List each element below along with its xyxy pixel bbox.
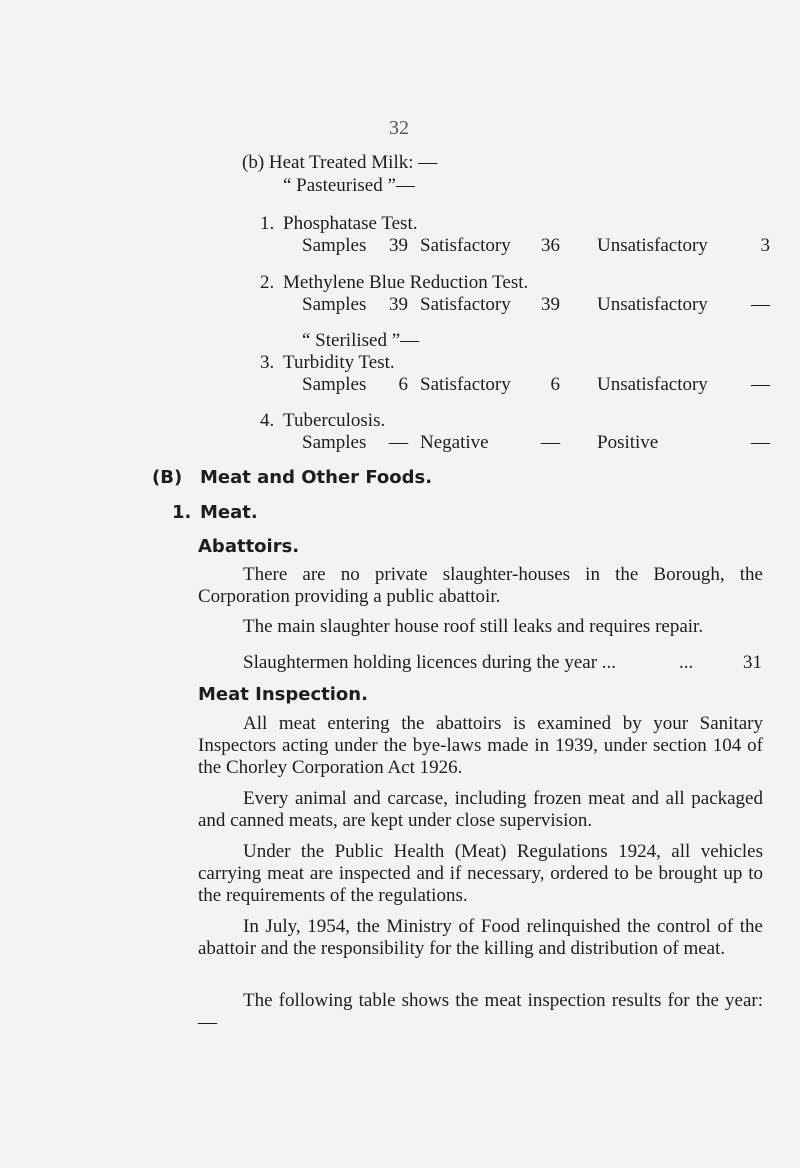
paragraph-text: The main slaughter house roof still leaks and requires repair. <box>243 616 704 637</box>
test-number: 2. <box>260 272 275 293</box>
subsection-number: 1. <box>172 502 192 523</box>
inspection-paragraph <box>198 713 763 779</box>
paragraph-text: All meat entering the abattoirs is examined by your Sanitary Inspectors acting under the bye-laws made in 1939, under section 104 of the Chorley Corporation Act 1926. <box>198 713 763 778</box>
result-value: — <box>751 432 770 453</box>
inspection-paragraph <box>198 841 763 907</box>
result-value: — <box>541 432 560 453</box>
test-name: Turbidity Test. <box>283 352 395 373</box>
section-label: (B) <box>152 467 183 488</box>
paragraph-text: Every animal and carcase, including frozen meat and all packaged and canned meats, are kept under close supervision. <box>198 788 763 831</box>
samples-label: Samples <box>302 432 367 453</box>
abattoirs-heading: Abattoirs. <box>198 536 300 557</box>
result-label: Positive <box>597 432 659 453</box>
samples-label: Samples <box>302 235 367 256</box>
test-number: 1. <box>260 213 275 234</box>
samples-value: 6 <box>398 374 408 395</box>
subsection-title: Meat. <box>200 502 258 523</box>
pasteurised-label: “ Pasteurised ”— <box>283 175 415 196</box>
test-number: 4. <box>260 410 275 431</box>
paragraph-text: The following table shows the meat inspection results for the year: — <box>198 990 763 1033</box>
result-value: 3 <box>760 235 770 256</box>
result-label: Unsatisfactory <box>597 235 708 256</box>
result-label: Negative <box>420 432 489 453</box>
result-value: 6 <box>550 374 560 395</box>
section-title: Meat and Other Foods. <box>200 467 433 488</box>
test-name: Phosphatase Test. <box>283 213 418 234</box>
inspection-paragraph <box>198 788 763 832</box>
paragraph-text: Under the Public Health (Meat) Regulations 1924, all vehicles carrying meat are inspected and if necessary, ordered to be brought up to the requirements of the regulations. <box>198 841 763 906</box>
samples-value: 39 <box>389 294 408 315</box>
inspection-paragraph <box>198 916 763 960</box>
test-name: Tuberculosis. <box>283 410 386 431</box>
abattoirs-paragraph <box>198 564 763 608</box>
paragraph-text: In July, 1954, the Ministry of Food relinquished the control of the abattoir and the responsibility for the killing and distribution of meat. <box>198 916 763 959</box>
sterilised-label: “ Sterilised ”— <box>302 330 420 351</box>
milk-heading: (b) Heat Treated Milk: — <box>242 152 438 173</box>
result-value: 36 <box>541 235 560 256</box>
samples-value: — <box>389 432 408 453</box>
result-label: Unsatisfactory <box>597 294 708 315</box>
result-value: 39 <box>541 294 560 315</box>
page-number: 32 <box>389 117 409 139</box>
paragraph-text: There are no private slaughter-houses in the Borough, the Corporation providing a public abattoir. <box>198 564 763 607</box>
licences-label: Slaughtermen holding licences during the year ... <box>243 652 617 673</box>
result-label: Satisfactory <box>420 235 511 256</box>
licences-value: 31 <box>743 652 762 673</box>
result-label: Unsatisfactory <box>597 374 708 395</box>
meat-inspection-heading: Meat Inspection. <box>198 684 368 705</box>
inspection-paragraph <box>198 990 763 1034</box>
samples-label: Samples <box>302 374 367 395</box>
result-label: Satisfactory <box>420 294 511 315</box>
result-value: — <box>751 374 770 395</box>
licences-dots: ... <box>679 652 694 673</box>
samples-label: Samples <box>302 294 367 315</box>
test-name: Methylene Blue Reduction Test. <box>283 272 529 293</box>
result-value: — <box>751 294 770 315</box>
test-number: 3. <box>260 352 275 373</box>
abattoirs-paragraph <box>198 616 763 638</box>
result-label: Satisfactory <box>420 374 511 395</box>
samples-value: 39 <box>389 235 408 256</box>
